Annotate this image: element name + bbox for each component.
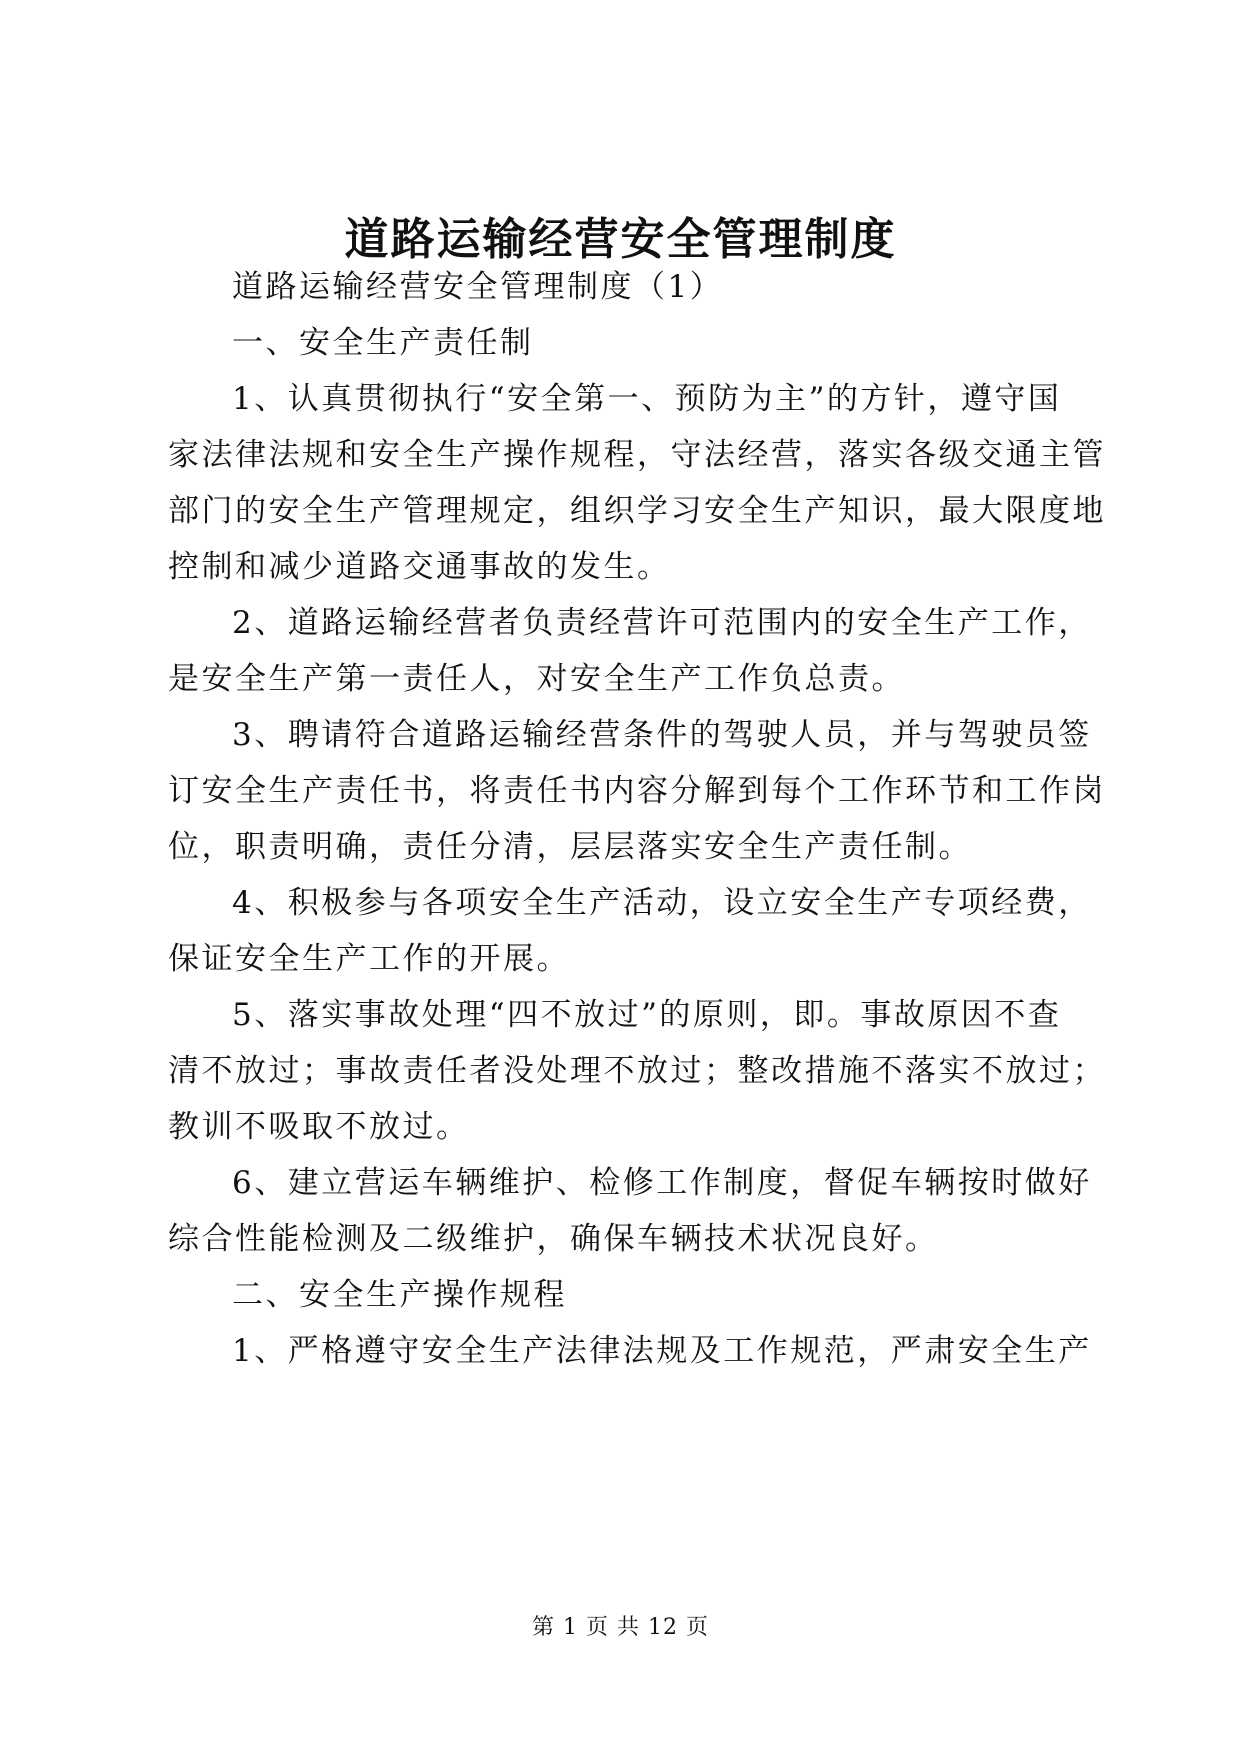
- subtitle-line: 道路运输经营安全管理制度（1）: [232, 269, 724, 305]
- paragraph-line: 综合性能检测及二级维护，确保车辆技术状况良好。: [168, 1221, 939, 1257]
- paragraph-line: 1、认真贯彻执行“安全第一、预防为主”的方针，遵守国: [232, 381, 1062, 417]
- paragraph-line: 订安全生产责任书，将责任书内容分解到每个工作环节和工作岗: [168, 773, 1106, 809]
- paragraph-line: 是安全生产第一责任人，对安全生产工作负总责。: [168, 661, 905, 697]
- paragraph-line: 家法律法规和安全生产操作规程，守法经营，落实各级交通主管: [168, 437, 1106, 473]
- paragraph-line: 位，职责明确，责任分清，层层落实安全生产责任制。: [168, 829, 972, 865]
- document-title: 道路运输经营安全管理制度: [344, 214, 897, 265]
- paragraph-line: 1、严格遵守安全生产法律法规及工作规范，严肃安全生产: [232, 1333, 1092, 1369]
- page-footer: 第 1 页 共 12 页: [532, 1615, 709, 1640]
- paragraph-line: 部门的安全生产管理规定，组织学习安全生产知识，最大限度地: [168, 493, 1106, 529]
- section-heading-1: 一、安全生产责任制: [232, 325, 534, 361]
- paragraph-line: 2、道路运输经营者负责经营许可范围内的安全生产工作，: [232, 605, 1092, 641]
- paragraph-line: 6、建立营运车辆维护、检修工作制度，督促车辆按时做好: [232, 1165, 1092, 1201]
- paragraph-line: 4、积极参与各项安全生产活动，设立安全生产专项经费，: [232, 885, 1092, 921]
- paragraph-line: 保证安全生产工作的开展。: [168, 941, 570, 977]
- paragraph-line: 3、聘请符合道路运输经营条件的驾驶人员，并与驾驶员签: [232, 717, 1092, 753]
- section-heading-2: 二、安全生产操作规程: [232, 1277, 567, 1313]
- paragraph-line: 5、落实事故处理“四不放过”的原则，即。事故原因不查: [232, 997, 1062, 1033]
- paragraph-line: 控制和减少道路交通事故的发生。: [168, 549, 671, 585]
- paragraph-line: 清不放过；事故责任者没处理不放过；整改措施不落实不放过；: [168, 1053, 1106, 1089]
- paragraph-line: 教训不吸取不放过。: [168, 1109, 470, 1145]
